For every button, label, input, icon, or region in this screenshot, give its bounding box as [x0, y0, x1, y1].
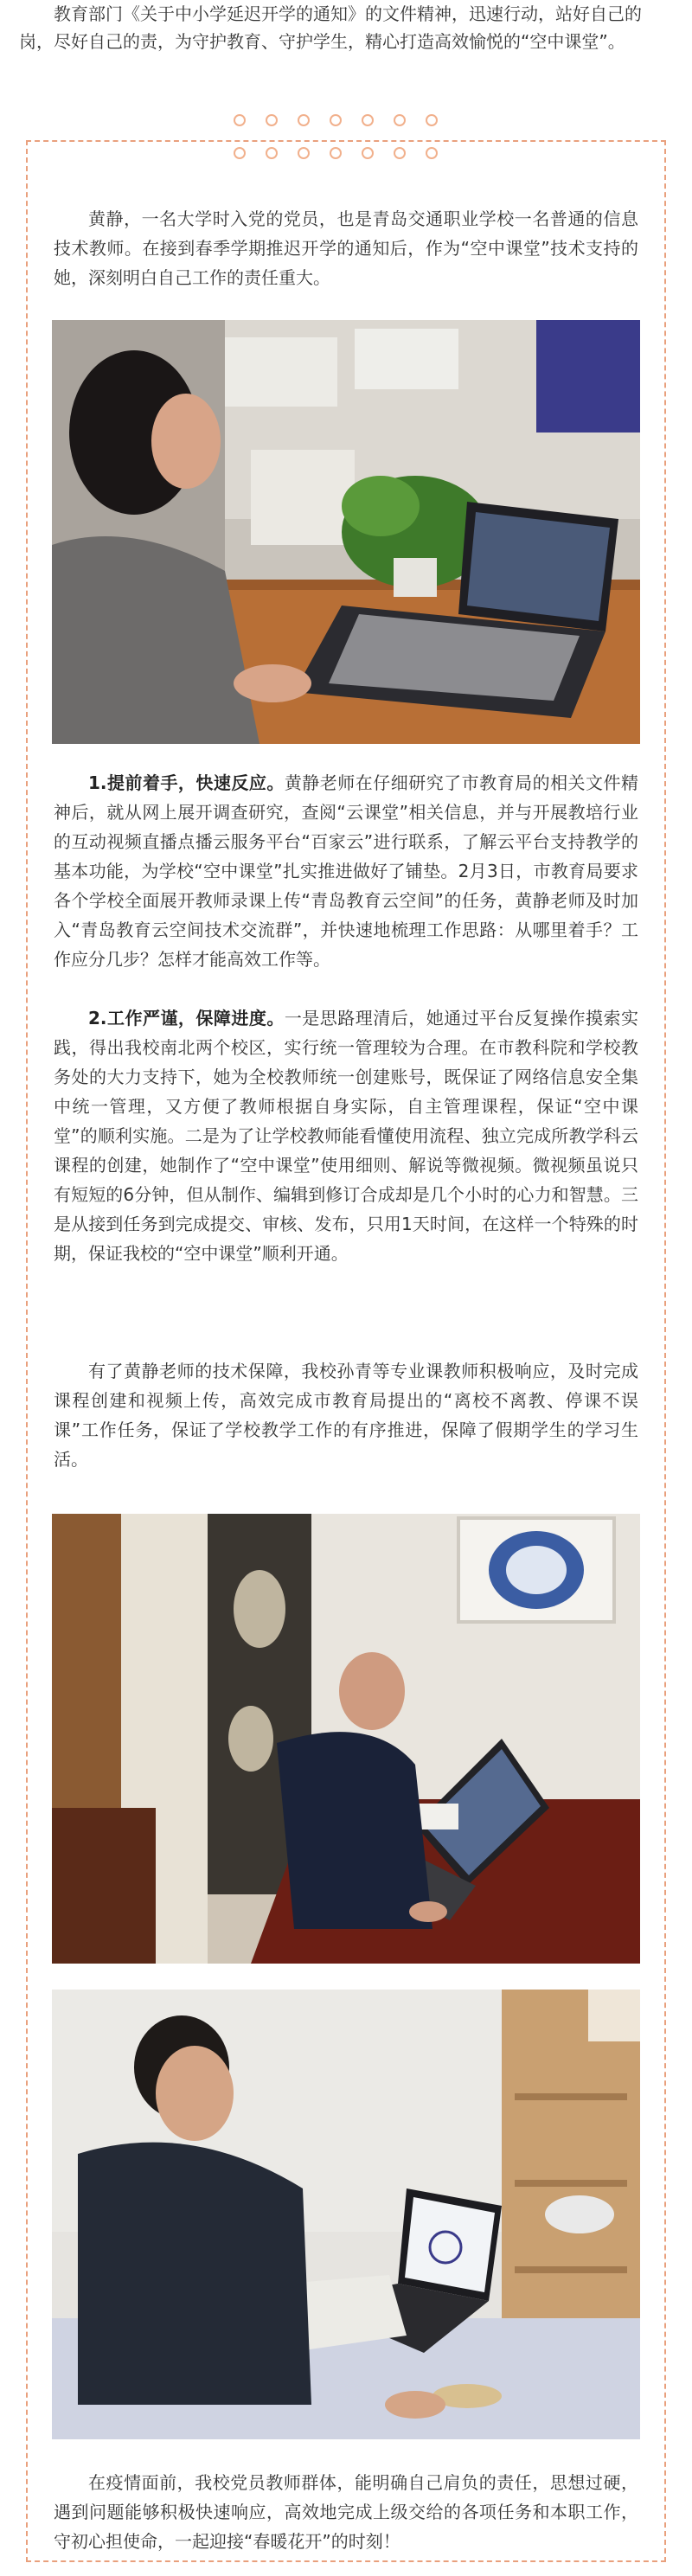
photo-teacher-huangjing [52, 320, 640, 744]
section-1-body: 黄静老师在仔细研究了市教育局的相关文件精神后，就从网上展开调查研究，查阅“云课堂”相关信息，并与开展教培行业的互动视频直播点播云服务平台“百家云”进行联系，了解云平台支持教学的基本功能，为学校“空中课堂”扎实推进做好了铺垫。2月3日，市教育局要求各个学校全面展开教师录课上传“青岛教育云空间”的任务，黄静老师及时加入“青岛教育云空间技术交流群”，并快速地梳理工作思路：从哪里着手？工作应分几步？怎样才能高效工作等。 [54, 772, 639, 970]
section-1-title: 1.提前着手，快速反应。 [88, 772, 285, 793]
paragraph-conclusion: 在疫情面前，我校党员教师群体，能明确自己肩负的责任，思想过硬，遇到问题能够积极快速响应，高效地完成上级交给的各项任务和本职工作，守初心担使命，一起迎接“春暖花开”的时刻！ [54, 2472, 638, 2552]
paragraph-support: 有了黄静老师的技术保障，我校孙青等专业课教师积极响应，及时完成课程创建和视频上传，高效完成市教育局提出的“离校不离教、停课不误课”工作任务，保证了学校教学工作的有序推进，保障了假期学生的学习生活。 [54, 1361, 638, 1470]
section-2-title: 2.工作严谨，保障进度。 [88, 1008, 285, 1028]
photo-teacher-recording [52, 1990, 640, 2439]
photo-teacher-working-home [52, 1514, 640, 1964]
paragraph-intro-huangjing: 黄静，一名大学时入党的党员，也是青岛交通职业学校一名普通的信息技术教师。在接到春季学期推迟开学的通知后，作为“空中课堂”技术支持的她，深刻明白自己工作的责任重大。 [54, 208, 638, 288]
paragraph-section-2 [54, 1003, 638, 1268]
intro-text: 教育部门《关于中小学延迟开学的通知》的文件精神，迅速行动，站好自己的岗，尽好自己的责，为守护教育、守护学生，精心打造高效愉悦的“空中课堂”。 [19, 3, 642, 52]
decorative-dots-row-1 [234, 114, 460, 130]
paragraph-section-1 [54, 768, 638, 974]
section-2-body: 一是思路理清后，她通过平台反复操作摸索实践，得出我校南北两个校区，实行统一管理较为合理。在市教科院和学校教务处的大力支持下，她为全校教师统一创建账号，既保证了网络信息安全集中统一管理，又方便了教师根据自身实际，自主管理课程，保证“空中课堂”的顺利实施。二是为了让学校教师能看懂使用流程、独立完成所教学科云课程的创建，她制作了“空中课堂”使用细则、解说等微视频。微视频虽说只有短短的6分钟，但从制作、编辑到修订合成却是几个小时的心力和智慧。三是从接到任务到完成提交、审核、发布，只用1天时间，在这样一个特殊的时期，保证我校的“空中课堂”顺利开通。 [54, 1008, 639, 1264]
